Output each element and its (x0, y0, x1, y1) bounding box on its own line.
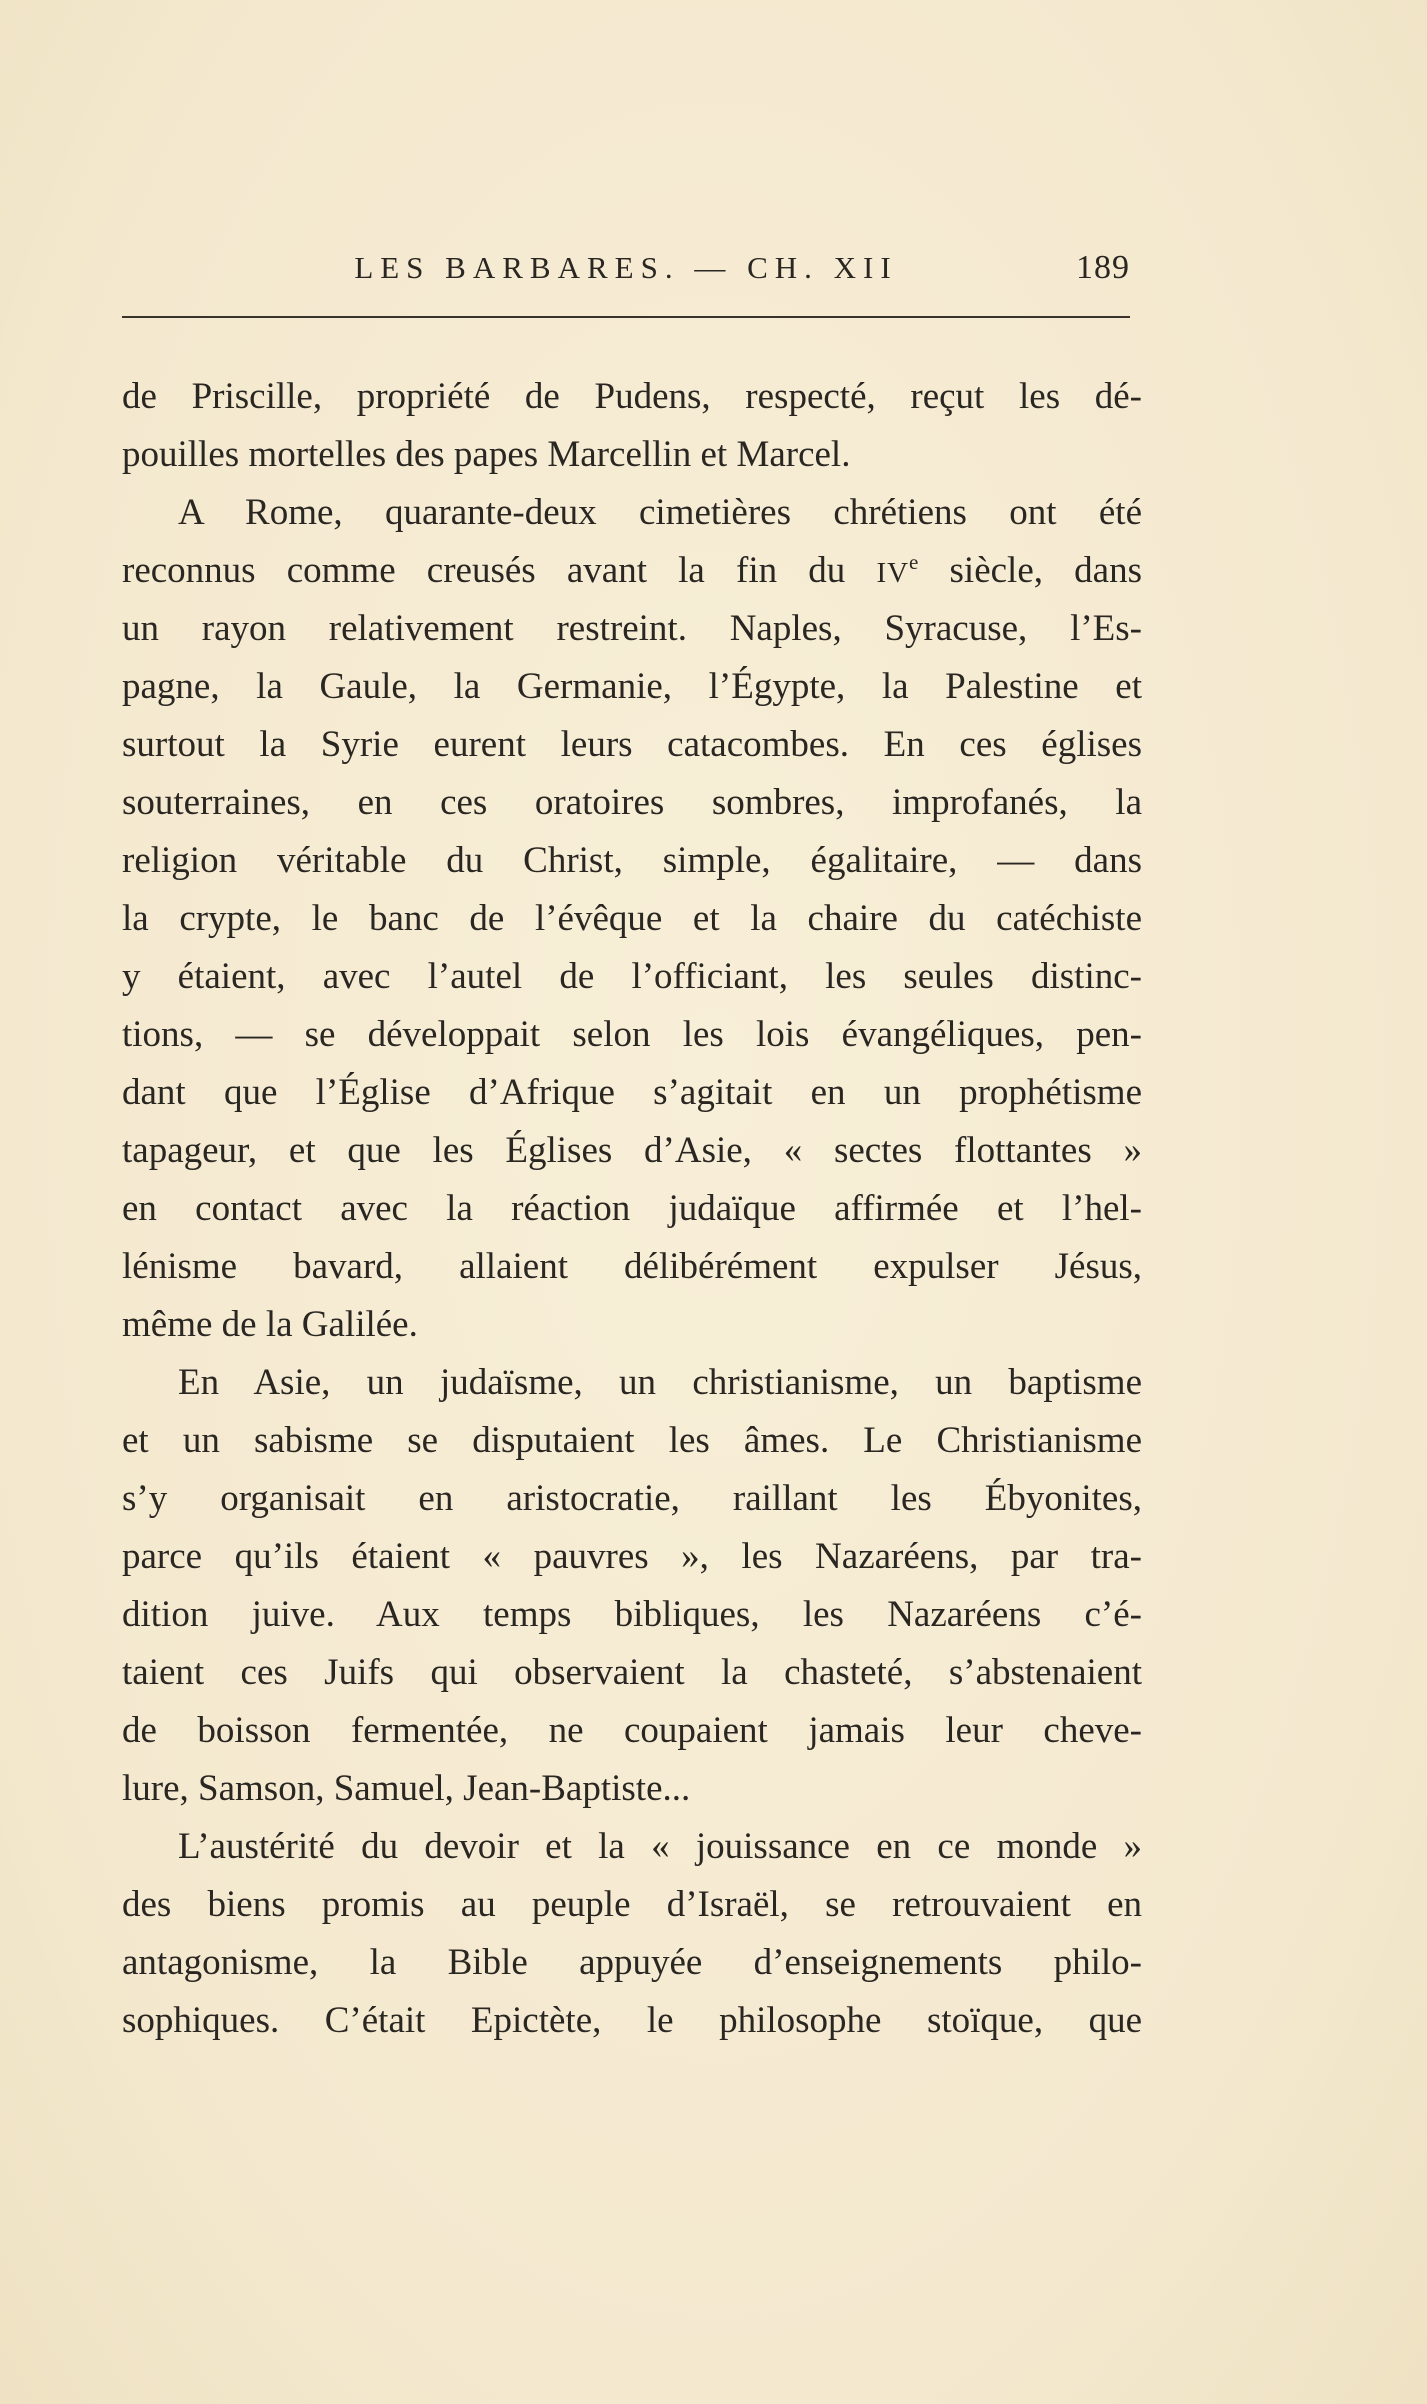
text-line: de boisson fermentée, ne coupaient jamais leur cheve- (122, 1710, 1142, 1751)
text-line: souterraines, en ces oratoires sombres, improfanés, la (122, 782, 1142, 823)
superscript-e: e (909, 550, 919, 574)
text-line-end: siècle, dans (918, 550, 1142, 591)
text-line-start: reconnus comme creusés avant la fin du (122, 550, 877, 591)
text-line: un rayon relativement restreint. Naples, Syracuse, l’Es- (122, 608, 1142, 649)
text-line: de Priscille, propriété de Pudens, respecté, reçut les dé- (122, 376, 1142, 417)
page-number: 189 (1076, 249, 1130, 286)
text-line: En Asie, un judaïsme, un christianisme, un baptisme (178, 1362, 1142, 1403)
running-title: LES BARBARES. — CH. XII (354, 250, 898, 285)
text-line: s’y organisait en aristocratie, raillant les Ébyonites, (122, 1478, 1142, 1519)
text-line: des biens promis au peuple d’Israël, se retrouvaient en (122, 1884, 1142, 1925)
text-line: surtout la Syrie eurent leurs catacombes. En ces églises (122, 724, 1142, 765)
century-numeral: IV (876, 557, 910, 589)
running-head (122, 248, 1130, 298)
text-line: tapageur, et que les Églises d’Asie, « sectes flottantes » (122, 1130, 1142, 1171)
text-line: lénisme bavard, allaient délibérément expulser Jésus, (122, 1246, 1142, 1287)
text-line: lure, Samson, Samuel, Jean-Baptiste... (122, 1768, 691, 1809)
text-line: y étaient, avec l’autel de l’officiant, les seules distinc- (122, 956, 1142, 997)
text-line: taient ces Juifs qui observaient la chasteté, s’abstenaient (122, 1652, 1142, 1693)
text-line: même de la Galilée. (122, 1304, 418, 1345)
text-line: en contact avec la réaction judaïque affirmée et l’hel- (122, 1188, 1142, 1229)
text-line: parce qu’ils étaient « pauvres », les Nazaréens, par tra- (122, 1536, 1142, 1577)
text-line: religion véritable du Christ, simple, égalitaire, — dans (122, 840, 1142, 881)
text-line: dant que l’Église d’Afrique s’agitait en un prophétisme (122, 1072, 1142, 1113)
text-line: A Rome, quarante-deux cimetières chrétiens ont été (178, 492, 1142, 533)
header-rule (122, 316, 1130, 318)
text-line: pagne, la Gaule, la Germanie, l’Égypte, la Palestine et (122, 666, 1142, 707)
text-line: et un sabisme se disputaient les âmes. Le Christianisme (122, 1420, 1142, 1461)
text-line: antagonisme, la Bible appuyée d’enseignements philo- (122, 1942, 1142, 1983)
text-line: dition juive. Aux temps bibliques, les Nazaréens c’é- (122, 1594, 1142, 1635)
body-text (122, 368, 1142, 2050)
text-line: tions, — se développait selon les lois évangéliques, pen- (122, 1014, 1142, 1055)
text-line (122, 542, 1142, 600)
text-line: L’austérité du devoir et la « jouissance en ce monde » (178, 1826, 1142, 1867)
text-line: pouilles mortelles des papes Marcellin et Marcel. (122, 434, 851, 475)
text-line: sophiques. C’était Epictète, le philosophe stoïque, que (122, 2000, 1142, 2041)
text-line: la crypte, le banc de l’évêque et la chaire du catéchiste (122, 898, 1142, 939)
